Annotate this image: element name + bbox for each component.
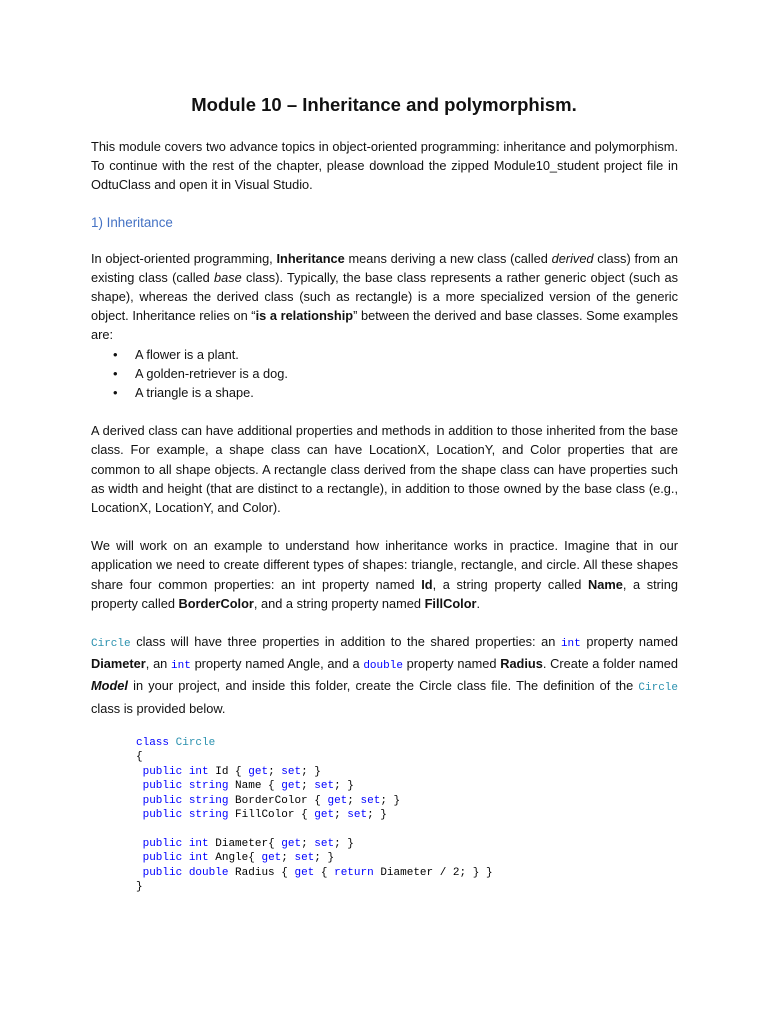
list-item: • A flower is a plant. — [135, 345, 678, 364]
inline-code-int: int — [560, 638, 581, 651]
inline-code-double: double — [363, 660, 403, 673]
bold-term-fillcolor: FillColor — [424, 595, 477, 611]
document-body — [91, 137, 678, 894]
code-keyword: get — [327, 794, 348, 807]
code-keyword: int — [188, 852, 209, 865]
text-run: class is provided below. — [91, 700, 226, 716]
code-keyword: get — [281, 780, 302, 793]
code-keyword: set — [314, 837, 335, 850]
text-run: , an — [145, 656, 172, 672]
text-run: , and a string property named — [253, 595, 425, 611]
text-run: In object-oriented programming, — [91, 250, 277, 266]
code-keyword: return — [334, 866, 374, 879]
code-identifier: FillColor — [235, 808, 295, 821]
italic-term-derived: derived — [551, 250, 594, 266]
code-keyword: string — [188, 780, 229, 793]
inline-code-int: int — [171, 660, 191, 673]
example-paragraph — [91, 536, 678, 613]
code-identifier: Angle — [215, 852, 249, 865]
text-run: in your project, and inside this folder, create the Circle class file. The definition of the — [127, 678, 639, 694]
text-run: . — [476, 595, 481, 611]
code-keyword: public — [142, 837, 183, 850]
code-identifier: BorderColor — [235, 794, 308, 807]
code-keyword: get — [294, 866, 315, 879]
code-brace: { — [136, 751, 143, 764]
code-keyword: int — [188, 765, 209, 778]
code-keyword: public — [142, 794, 183, 807]
code-identifier: Radius — [235, 866, 275, 879]
bold-term-diameter: Diameter — [91, 656, 146, 672]
code-keyword: get — [281, 837, 302, 850]
code-keyword: string — [188, 808, 229, 821]
code-keyword: public — [142, 808, 183, 821]
code-keyword: public — [142, 852, 183, 865]
code-keyword: public — [142, 866, 183, 879]
text-run: means deriving a new class (called — [344, 250, 552, 266]
text-run: ” between the derived and base classes. Some examples are: — [91, 308, 678, 343]
code-keyword: double — [188, 866, 229, 879]
code-identifier: Id — [215, 765, 229, 778]
code-keyword: class — [136, 736, 170, 749]
code-keyword: set — [281, 765, 302, 778]
code-block-circle-class: class Circle { public int Id { get; set; } public string Name { get; set; } public string BorderColor { get; set; } public string FillColor { get; set; } public int Diameter{ get; set; } public int Angle{ get; set; } public double Radius { get { return Diameter / 2; } } } — [136, 736, 493, 893]
list-item: • A golden-retriever is a dog. — [135, 364, 678, 383]
bold-italic-term-model: Model — [91, 678, 128, 694]
text-run: class). Typically, the base class represents a rather generic object (such as shape), whereas the derived class (such as rectangle) is a more specialized version of the generic object. Inheritance relies on “ — [91, 269, 678, 324]
text-run: class will have three properties in addition to the shared properties: an — [130, 634, 561, 650]
code-identifier: Diameter — [215, 837, 269, 850]
inheritance-definition-paragraph — [91, 249, 678, 345]
text-run: property named — [580, 634, 678, 650]
list-item: • A triangle is a shape. — [135, 383, 678, 402]
code-type: Circle — [175, 736, 216, 749]
circle-class-paragraph — [91, 632, 678, 718]
bold-term-radius: Radius — [500, 656, 543, 672]
text-run: , a string property called — [432, 576, 588, 592]
code-keyword: get — [314, 808, 335, 821]
text-run: property named Angle, and a — [190, 656, 364, 672]
code-identifier: Name — [235, 780, 262, 793]
text-run: , a string property called — [91, 576, 678, 611]
bold-term-id: Id — [421, 576, 433, 592]
inline-code-circle: Circle — [638, 682, 678, 695]
document-title: Module 10 – Inheritance and polymorphism. — [191, 94, 577, 115]
code-keyword: public — [142, 780, 183, 793]
text-run: property named — [402, 656, 501, 672]
code-keyword: set — [347, 808, 368, 821]
italic-term-base: base — [214, 269, 242, 285]
text-run: . Create a folder named — [542, 656, 679, 672]
code-brace: } — [136, 880, 143, 893]
intro-paragraph: This module covers two advance topics in object-oriented programming: inheritance and polymorphism. To continue with the rest of the chapter, please download the zipped Module10_student project file in OdtuClass and open it in Visual Studio. — [91, 139, 678, 193]
code-keyword: get — [261, 852, 282, 865]
code-keyword: public — [142, 765, 183, 778]
examples-list — [91, 345, 678, 403]
code-keyword: set — [314, 780, 335, 793]
code-keyword: set — [294, 852, 315, 865]
bold-term-name: Name — [587, 576, 623, 592]
code-keyword: set — [360, 794, 381, 807]
text-run: We will work on an example to understand how inheritance works in practice. Imagine that in our application we need to create different types of shapes: triangle, rectangle, and circle. All these shapes share four common properties: an int property named — [91, 538, 678, 592]
inline-code-circle: Circle — [91, 638, 131, 651]
code-keyword: get — [248, 765, 269, 778]
text-run: class) from an existing class (called — [91, 250, 679, 285]
code-keyword: string — [188, 794, 229, 807]
bold-term-bordercolor: BorderColor — [178, 595, 254, 611]
section-heading-inheritance: 1) Inheritance — [91, 214, 173, 230]
code-expression: Diameter / 2; — [380, 866, 467, 879]
code-keyword: int — [188, 837, 209, 850]
bold-term-inheritance: Inheritance — [276, 250, 345, 266]
derived-class-paragraph: A derived class can have additional properties and methods in addition to those inherited from the base class. For example, a shape class can have LocationX, LocationY, and Color properties that are common to all shape objects. A rectangle class derived from the shape class can have properties such as width and height (that are distinct to a rectangle), in addition to those owned by the base class (e.g., LocationX, LocationY, and Color). — [91, 423, 678, 516]
bold-term-is-a-relationship: is a relationship — [255, 308, 354, 324]
